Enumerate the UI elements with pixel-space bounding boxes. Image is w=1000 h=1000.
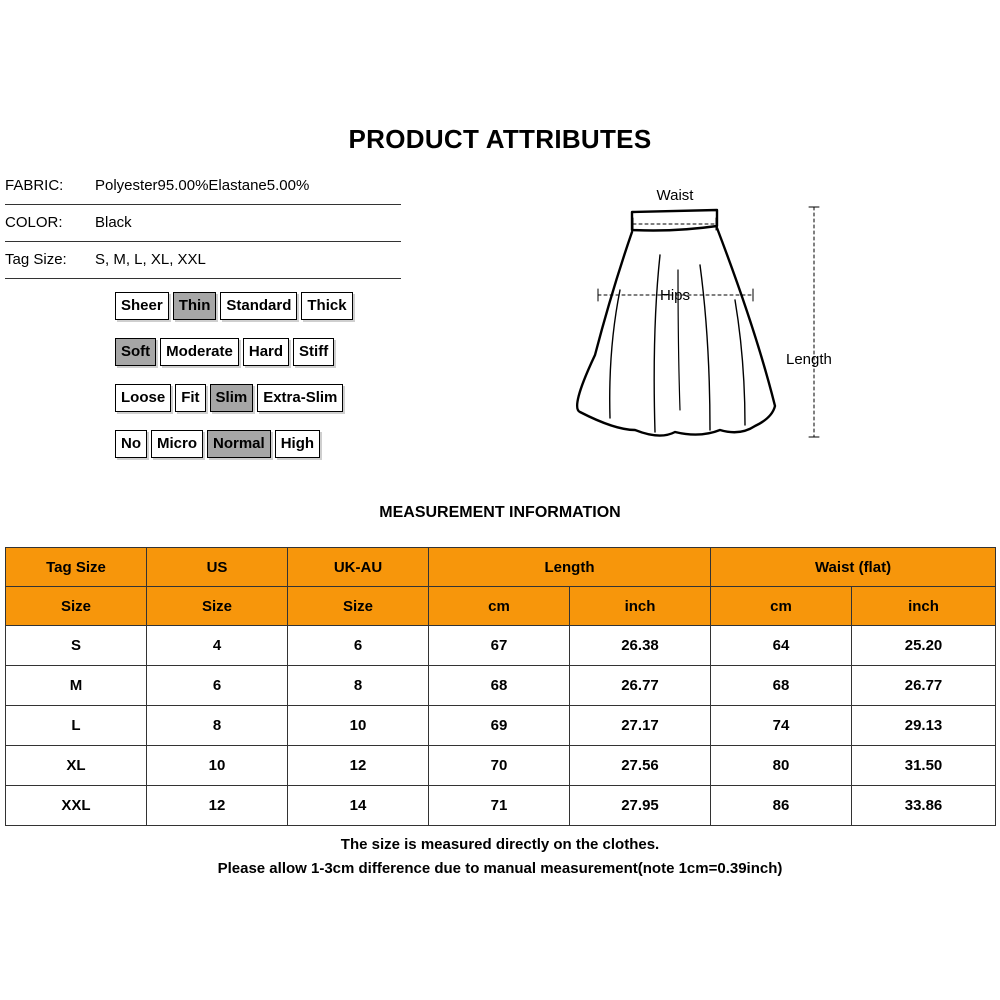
attr-value: S, M, L, XL, XXL — [95, 251, 206, 268]
header-cell: Size — [6, 587, 147, 626]
measurement-title: MEASUREMENT INFORMATION — [379, 504, 621, 521]
table-cell: 74 — [711, 706, 852, 746]
table-cell: M — [6, 666, 147, 706]
table-cell: 27.56 — [570, 746, 711, 786]
option-chip-loose[interactable]: Loose — [115, 384, 171, 412]
waistband-shape — [632, 210, 717, 231]
table-cell: 6 — [288, 626, 429, 666]
note-line: The size is measured directly on the clothes. — [340, 836, 660, 853]
table-cell: 31.50 — [852, 746, 996, 786]
table-cell: 69 — [429, 706, 570, 746]
option-chip-stiff[interactable]: Stiff — [293, 338, 334, 366]
table-row — [6, 626, 996, 666]
attr-row-tag-size — [5, 242, 401, 279]
table-cell: 8 — [147, 706, 288, 746]
table-cell: 67 — [429, 626, 570, 666]
option-chip-extra-slim[interactable]: Extra-Slim — [257, 384, 343, 412]
table-cell: XL — [6, 746, 147, 786]
table-subheader-row — [6, 587, 996, 626]
table-cell: 12 — [147, 786, 288, 826]
table-cell: S — [6, 626, 147, 666]
header-cell: Waist (flat) — [711, 548, 996, 587]
length-label: Length — [786, 351, 832, 368]
attr-value: Black — [95, 214, 132, 231]
option-chip-no[interactable]: No — [115, 430, 147, 458]
header-cell: cm — [711, 587, 852, 626]
attr-row-fabric — [5, 168, 401, 205]
option-chips — [115, 430, 320, 458]
header-cell: Size — [147, 587, 288, 626]
header-cell: Size — [288, 587, 429, 626]
table-cell: 6 — [147, 666, 288, 706]
option-chip-normal[interactable]: Normal — [207, 430, 271, 458]
table-cell: 27.95 — [570, 786, 711, 826]
table-cell: 8 — [288, 666, 429, 706]
header-cell: Length — [429, 548, 711, 587]
table-cell: 26.77 — [852, 666, 996, 706]
option-chip-thick[interactable]: Thick — [301, 292, 352, 320]
header-cell: Tag Size — [6, 548, 147, 587]
header-cell: cm — [429, 587, 570, 626]
table-cell: 71 — [429, 786, 570, 826]
table-cell: XXL — [6, 786, 147, 826]
table-cell: 27.17 — [570, 706, 711, 746]
header-cell: US — [147, 548, 288, 587]
hips-label: Hips — [659, 287, 691, 304]
waist-label: Waist — [656, 187, 694, 204]
header-cell: inch — [852, 587, 996, 626]
table-cell: 68 — [429, 666, 570, 706]
header-cell: UK-AU — [288, 548, 429, 587]
attr-label: Tag Size: — [5, 251, 67, 268]
table-cell: 12 — [288, 746, 429, 786]
table-cell: 10 — [147, 746, 288, 786]
option-chip-sheer[interactable]: Sheer — [115, 292, 169, 320]
option-chips — [115, 292, 353, 320]
table-row — [6, 706, 996, 746]
attr-label: COLOR: — [5, 214, 63, 231]
option-chip-hard[interactable]: Hard — [243, 338, 289, 366]
table-cell: 86 — [711, 786, 852, 826]
page-title: PRODUCT ATTRIBUTES — [348, 124, 652, 154]
header-cell: inch — [570, 587, 711, 626]
table-cell: 4 — [147, 626, 288, 666]
table-cell: 10 — [288, 706, 429, 746]
option-chip-moderate[interactable]: Moderate — [160, 338, 239, 366]
table-row — [6, 746, 996, 786]
table-cell: 33.86 — [852, 786, 996, 826]
table-row — [6, 786, 996, 826]
table-cell: 70 — [429, 746, 570, 786]
table-cell: 80 — [711, 746, 852, 786]
table-row — [6, 666, 996, 706]
table-cell: 68 — [711, 666, 852, 706]
table-cell: 29.13 — [852, 706, 996, 746]
option-chips — [115, 384, 343, 412]
attr-row-color — [5, 205, 401, 242]
table-cell: 26.77 — [570, 666, 711, 706]
option-chip-soft[interactable]: Soft — [115, 338, 156, 366]
note-line: Please allow 1-3cm difference due to manual measurement(note 1cm=0.39inch) — [217, 860, 783, 877]
skirt-diagram — [560, 180, 860, 450]
table-cell: 14 — [288, 786, 429, 826]
table-header-row — [6, 548, 996, 587]
option-chip-fit[interactable]: Fit — [175, 384, 205, 412]
option-chip-slim[interactable]: Slim — [210, 384, 254, 412]
measurement-table — [5, 547, 996, 826]
option-chips — [115, 338, 334, 366]
option-chip-standard[interactable]: Standard — [220, 292, 297, 320]
option-chip-micro[interactable]: Micro — [151, 430, 203, 458]
option-chip-thin[interactable]: Thin — [173, 292, 217, 320]
table-cell: 64 — [711, 626, 852, 666]
attr-value: Polyester95.00%Elastane5.00% — [95, 177, 310, 194]
option-chip-high[interactable]: High — [275, 430, 320, 458]
table-cell: L — [6, 706, 147, 746]
table-cell: 25.20 — [852, 626, 996, 666]
attr-label: FABRIC: — [5, 177, 64, 194]
table-cell: 26.38 — [570, 626, 711, 666]
